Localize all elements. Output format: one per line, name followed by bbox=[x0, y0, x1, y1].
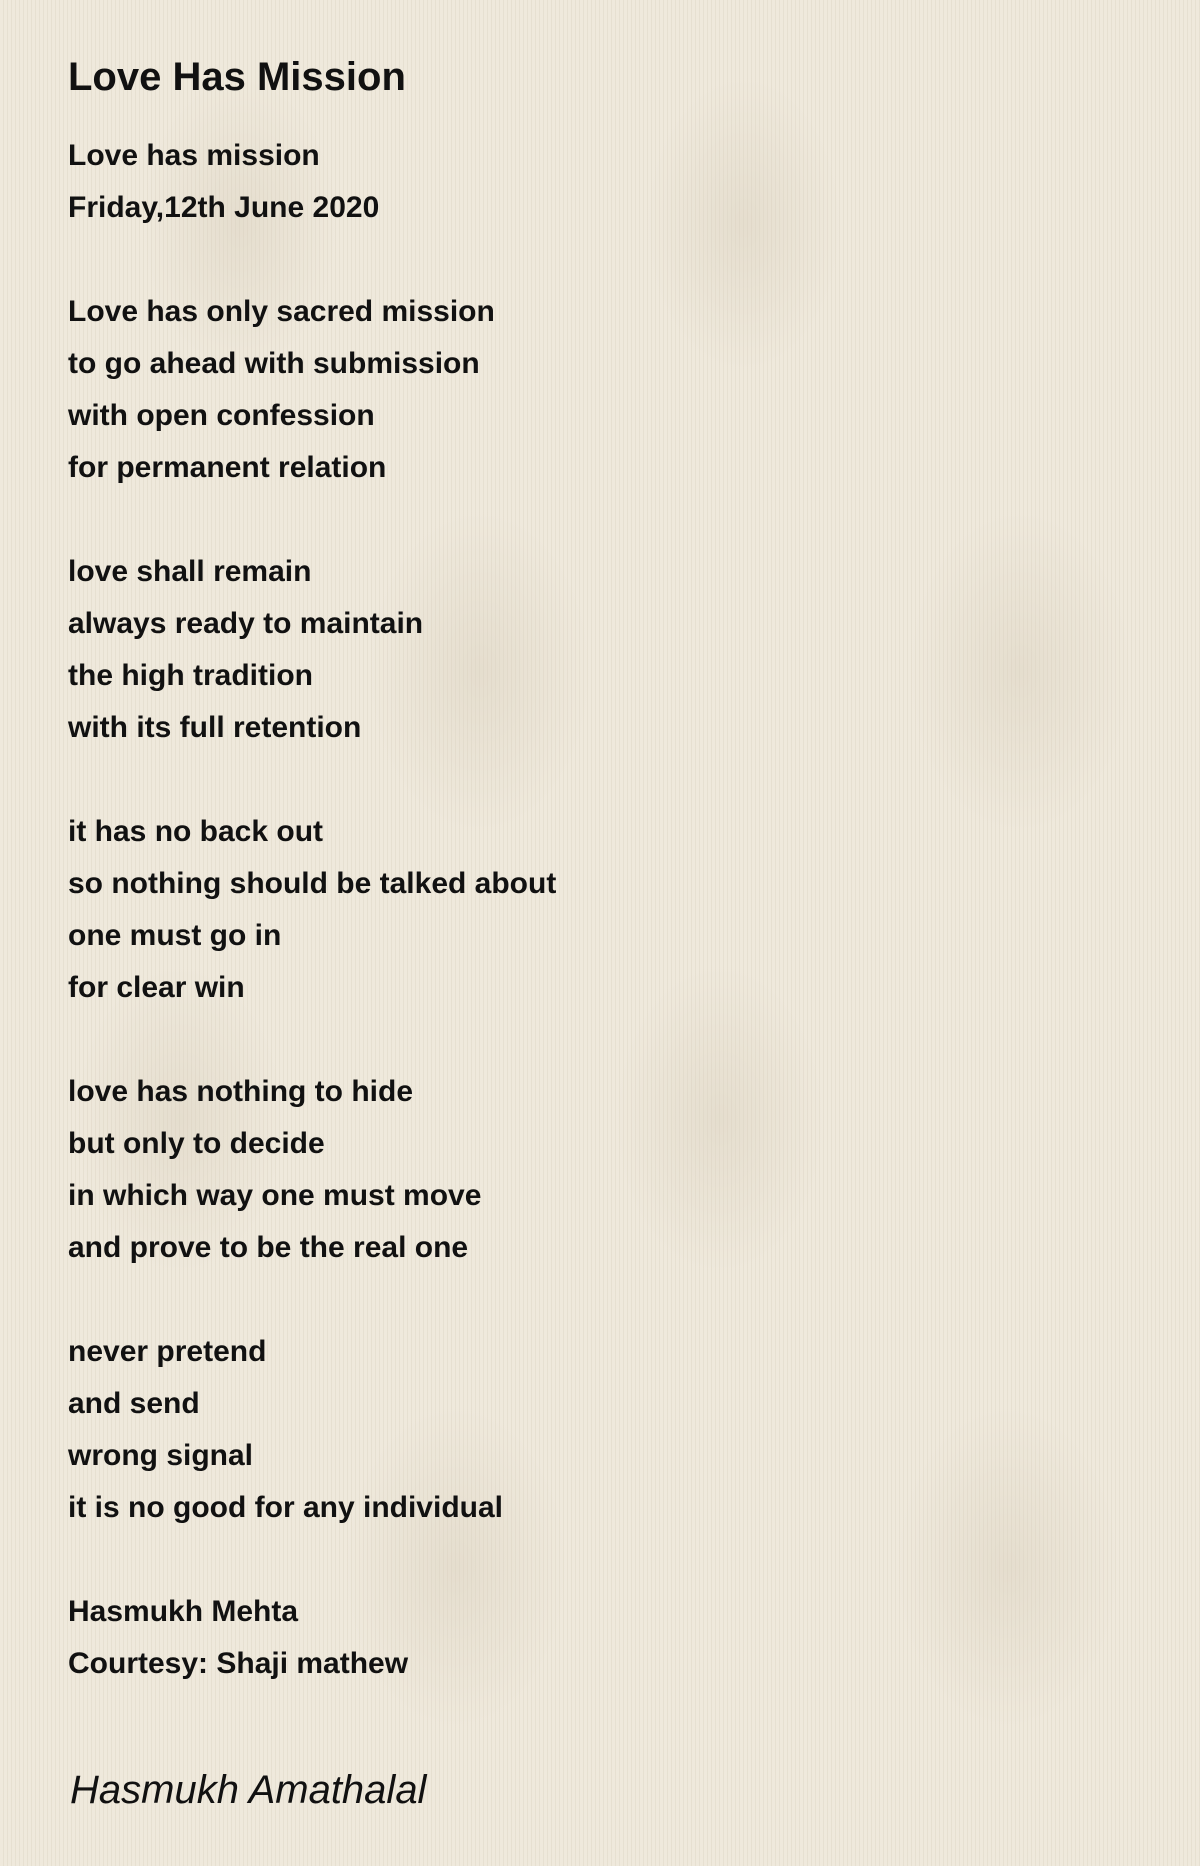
poem-line: love has nothing to hide bbox=[68, 1075, 413, 1108]
poem-footer bbox=[68, 1586, 1148, 1690]
poem-line: one must go in bbox=[68, 919, 282, 952]
poem-line: Love has only sacred mission bbox=[68, 295, 495, 328]
poem-line: never pretend bbox=[68, 1335, 267, 1368]
stanza-gap bbox=[68, 1534, 1148, 1586]
stanza-4 bbox=[68, 1066, 1148, 1274]
stanza-gap bbox=[68, 1014, 1148, 1066]
poem-line: and send bbox=[68, 1387, 200, 1420]
poem-line: but only to decide bbox=[68, 1127, 325, 1160]
poem-header-line: Love has mission bbox=[68, 139, 320, 172]
stanza-gap bbox=[68, 1274, 1148, 1326]
poem-line: to go ahead with submission bbox=[68, 347, 480, 380]
poem-line: for clear win bbox=[68, 971, 245, 1004]
author-signature: Hasmukh Amathalal bbox=[70, 1768, 427, 1812]
stanza-gap bbox=[68, 494, 1148, 546]
poem-page bbox=[68, 48, 1148, 1690]
poem-line: in which way one must move bbox=[68, 1179, 482, 1212]
poem-author-line: Hasmukh Mehta bbox=[68, 1595, 299, 1628]
poem-line: so nothing should be talked about bbox=[68, 867, 557, 900]
poem-line: always ready to maintain bbox=[68, 607, 424, 640]
stanza-gap bbox=[68, 754, 1148, 806]
poem-line: with open confession bbox=[68, 399, 375, 432]
poem-line: for permanent relation bbox=[68, 451, 387, 484]
poem-title: Love Has Mission bbox=[68, 55, 406, 99]
poem-courtesy-line: Courtesy: Shaji mathew bbox=[68, 1647, 409, 1680]
stanza-1 bbox=[68, 286, 1148, 494]
poem-line: and prove to be the real one bbox=[68, 1231, 469, 1264]
poem-line: wrong signal bbox=[68, 1439, 254, 1472]
poem-body bbox=[68, 130, 1148, 1690]
stanza-5 bbox=[68, 1326, 1148, 1534]
stanza-3 bbox=[68, 806, 1148, 1014]
poem-header bbox=[68, 130, 1148, 234]
poem-line: it is no good for any individual bbox=[68, 1491, 503, 1524]
stanza-gap bbox=[68, 234, 1148, 286]
poem-line: with its full retention bbox=[68, 711, 362, 744]
poem-line: it has no back out bbox=[68, 815, 324, 848]
stanza-2 bbox=[68, 546, 1148, 754]
poem-line: love shall remain bbox=[68, 555, 312, 588]
poem-date-line: Friday,12th June 2020 bbox=[68, 191, 380, 224]
poem-line: the high tradition bbox=[68, 659, 313, 692]
